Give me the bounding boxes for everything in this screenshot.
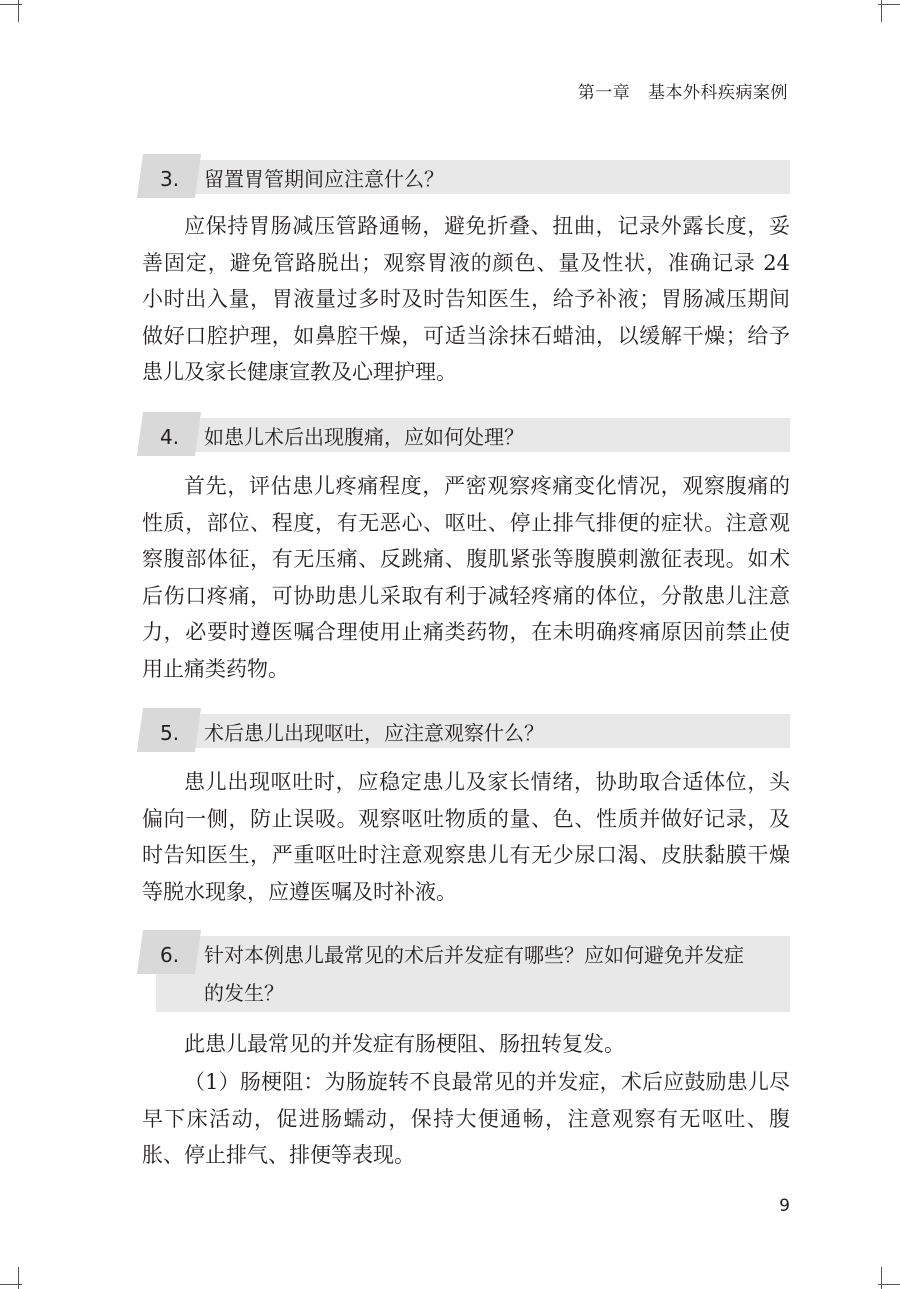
question-text: 留置胃管期间应注意什么？ — [204, 167, 444, 191]
answer-paragraph: （1）肠梗阻：为肠旋转不良最常见的并发症，术后应鼓励患儿尽早下床活动，促进肠蠕动，保持大便通畅，注意观察有无呕吐、腹胀、停止排气、排便等表现。 — [142, 1070, 790, 1167]
question-number: 3. — [160, 167, 180, 191]
answer-paragraph: 首先，评估患儿疼痛程度，严密观察疼痛变化情况，观察腹痛的性质，部位、程度，有无恶心、呕吐、停止排气排便的症状。注意观察腹部体征，有无压痛、反跳痛、腹肌紧张等腹膜刺激征表现。如术后伤口疼痛，可协助患儿采取有利于减轻疼痛的体位，分散患儿注意力，必要时遵医嘱合理使用止痛类药物，在未明确疼痛原因前禁止使用止痛类药物。 — [142, 474, 790, 681]
question-heading-3 — [140, 160, 790, 194]
question-heading-6 — [140, 936, 790, 1012]
crop-mark — [18, 1267, 19, 1289]
question-number: 5. — [160, 721, 180, 745]
crop-mark — [18, 0, 19, 22]
page-number: 9 — [779, 1196, 790, 1216]
question-number: 4. — [160, 425, 180, 449]
answer-paragraph: 应保持胃肠减压管路通畅，避免折叠、扭曲，记录外露长度，妥善固定，避免管路脱出；观察胃液的颜色、量及性状，准确记录 24 小时出入量，胃液量过多时及时告知医生，给予补液；胃肠减压期间做好口腔护理，如鼻腔干燥，可适当涂抹石蜡油，以缓解干燥；给予患儿及家长健康宣教及心理护理。 — [142, 214, 790, 384]
question-heading-5 — [140, 714, 790, 748]
chapter-title: 基本外科疾病案例 — [648, 83, 788, 103]
running-head — [578, 78, 788, 103]
chapter-label: 第一章 — [577, 83, 631, 103]
question-number: 6. — [160, 943, 180, 967]
question-text: 针对本例患儿最常见的术后并发症有哪些？应如何避免并发症的发生？ — [204, 943, 744, 1005]
answer-paragraph: 患儿出现呕吐时，应稳定患儿及家长情绪，协助取合适体位，头偏向一侧，防止误吸。观察呕吐物质的量、色、性质并做好记录，及时告知医生，严重呕吐时注意观察患儿有无少尿口渴、皮肤黏膜干燥等脱水现象，应遵医嘱及时补液。 — [142, 770, 790, 904]
question-heading-4 — [140, 418, 790, 452]
question-text: 如患儿术后出现腹痛，应如何处理？ — [204, 425, 524, 449]
crop-mark — [881, 0, 882, 22]
question-text: 术后患儿出现呕吐，应注意观察什么？ — [204, 721, 544, 745]
crop-mark — [881, 1267, 882, 1289]
answer-paragraph: 此患儿最常见的并发症有肠梗阻、肠扭转复发。 — [184, 1032, 625, 1056]
